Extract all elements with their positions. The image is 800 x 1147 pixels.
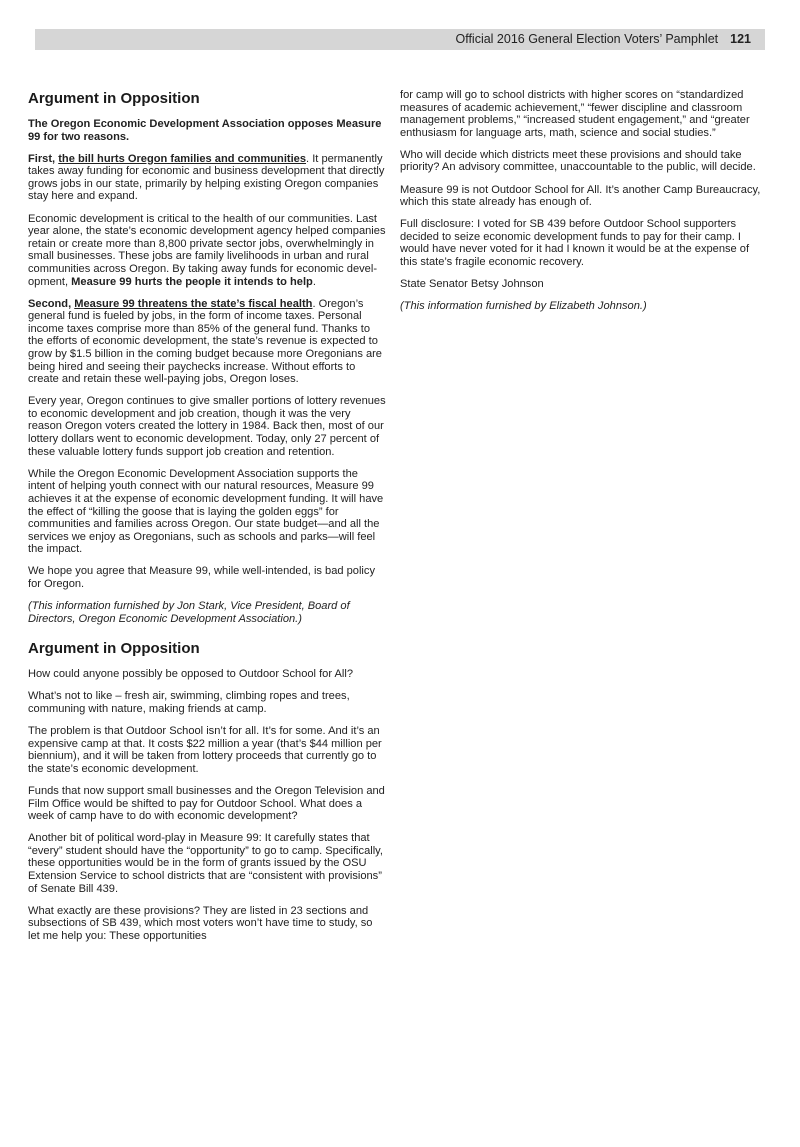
- second-point-emphasis: Measure 99 threatens the state’s fiscal health: [74, 297, 313, 310]
- paragraph-bold: Measure 99 hurts the people it intends to help: [71, 275, 313, 288]
- argument-2-paragraph-8: Who will decide which districts meet these provisions and should take priority? An advisory committee, unaccountable to the public, will decide.: [400, 148, 756, 174]
- argument-2-furnished-by: (This information furnished by Elizabeth Johnson.): [400, 300, 647, 313]
- argument-2-paragraph-10: Full disclosure: I voted for SB 439 before Outdoor School supporters decided to seize economic development funds to pay for their camp. I would have never voted for it had I known it would be at the expense of this state’s fragile economic recovery.: [400, 218, 750, 269]
- first-point-emphasis: the bill hurts Oregon families and communities: [58, 152, 307, 165]
- argument-2-paragraph-3: The problem is that Outdoor School isn’t for all. It’s for some. And it’s an expensive camp at that. It costs $22 million a year (that’s $44 million per biennium), and it will be taken from lottery proceeds that currently go to the state’s economic development.: [28, 725, 382, 775]
- argument-1-paragraph-1: [28, 153, 387, 203]
- argument-2-paragraph-1: How could anyone possibly be opposed to Outdoor School for All?: [28, 668, 354, 681]
- second-label: Second,: [28, 297, 75, 310]
- page-header: [35, 29, 765, 50]
- argument-1-paragraph-2: [28, 213, 387, 289]
- argument-2-paragraph-9: Measure 99 is not Outdoor School for All. It’s another Camp Bureaucracy, which this state already has enough of.: [400, 183, 761, 209]
- left-column: [28, 90, 387, 952]
- argument-2-paragraph-4: Funds that now support small businesses and the Oregon Television and Film Office would be shifted to pay for Outdoor School. What does a week of camp have to do with economic development?: [28, 784, 385, 823]
- header-text: [455, 32, 751, 46]
- argument-2-paragraph-5: Another bit of political word-play in Measure 99: It carefully states that “every” student should have the “opportunity” to go to camp. Specifically, these opportunities would be in the form of grants issued by the OSU Extension Service to school districts that are “consistent with provisions” of Senate Bill 439.: [28, 832, 383, 895]
- argument-2-signature: State Senator Betsy Johnson: [400, 278, 544, 291]
- argument-2-paragraph-7: for camp will go to school districts with higher scores on “standardized measures of academic achievement,” “fewer discipline and classroom management problems,” “increased student engagement,” and “greater enthusiasm for language arts, math, science and social studies.”: [400, 89, 750, 139]
- argument-1-paragraph-5: While the Oregon Economic Development Association supports the intent of helping youth connect with our natural resources, Measure 99 achieves it at the expense of economic development funding. It will have the effect of “killing the goose that is laying the golden eggs” for communities and families across Oregon. Our state budget—and all the services we enjoy as Oregonians, such as schools and parks—will feel the impact.: [28, 467, 384, 556]
- argument-1-paragraph-3: [28, 298, 387, 386]
- argument-1-heading: Argument in Opposition: [28, 90, 200, 107]
- argument-1-lead: The Oregon Economic Development Association opposes Measure 99 for two reasons.: [28, 118, 382, 143]
- first-label: First,: [28, 152, 59, 165]
- argument-1-paragraph-4: Every year, Oregon continues to give smaller portions of lottery revenues to economic development and job creation, though it was the very reason Oregon voters created the lottery in 1984. Back then, most of our lottery dollars went to economic development. Today, only 27 percent of these valuable lottery funds support job creation and retention.: [28, 395, 386, 458]
- first-point-text: . It permanently takes away funding for economic and business development that directly grows jobs in our state, primarily by helping existing Oregon companies stay here and expand.: [28, 152, 385, 203]
- second-point-text: . Oregon’s general fund is fueled by jobs, in the form of income taxes. Personal income taxes comprise more than 85% of the general fund. Thanks to the efforts of economic development, the state’s revenue is expected to grow by $1.5 billion in the coming budget because more Oregonians are being hired and seeing their paychecks increase. Without efforts to create and retain these well-paying jobs, Oregon loses.: [28, 297, 382, 386]
- page-number: 121: [730, 32, 751, 46]
- paragraph-text: Economic development is critical to the health of our communities. Last year alone, the state’s economic development agency helped companies retain or create more than 8,800 private sector jobs, overwhelmingly in small businesses. These jobs are family livelihoods in urban and rural communities across Oregon. By taking away funds for economic development,: [28, 212, 386, 288]
- argument-2-paragraph-6: What exactly are these provisions? They are listed in 23 sections and subsections of SB 439, which most voters won’t have time to study, so let me help you: These opportunities: [28, 904, 373, 942]
- right-column: [400, 89, 762, 322]
- paragraph-end: .: [312, 275, 316, 288]
- argument-2-paragraph-2: What’s not to like – fresh air, swimming, climbing ropes and trees, communing with nature, making friends at camp.: [28, 690, 350, 715]
- argument-1-furnished-by: (This information furnished by Jon Stark, Vice President, Board of Directors, Oregon Economic Development Association.): [28, 600, 350, 625]
- pamphlet-title: Official 2016 General Election Voters’ Pamphlet: [455, 32, 719, 46]
- argument-1-paragraph-6: We hope you agree that Measure 99, while well-intended, is bad policy for Oregon.: [28, 565, 375, 590]
- argument-2-heading: Argument in Opposition: [28, 640, 200, 658]
